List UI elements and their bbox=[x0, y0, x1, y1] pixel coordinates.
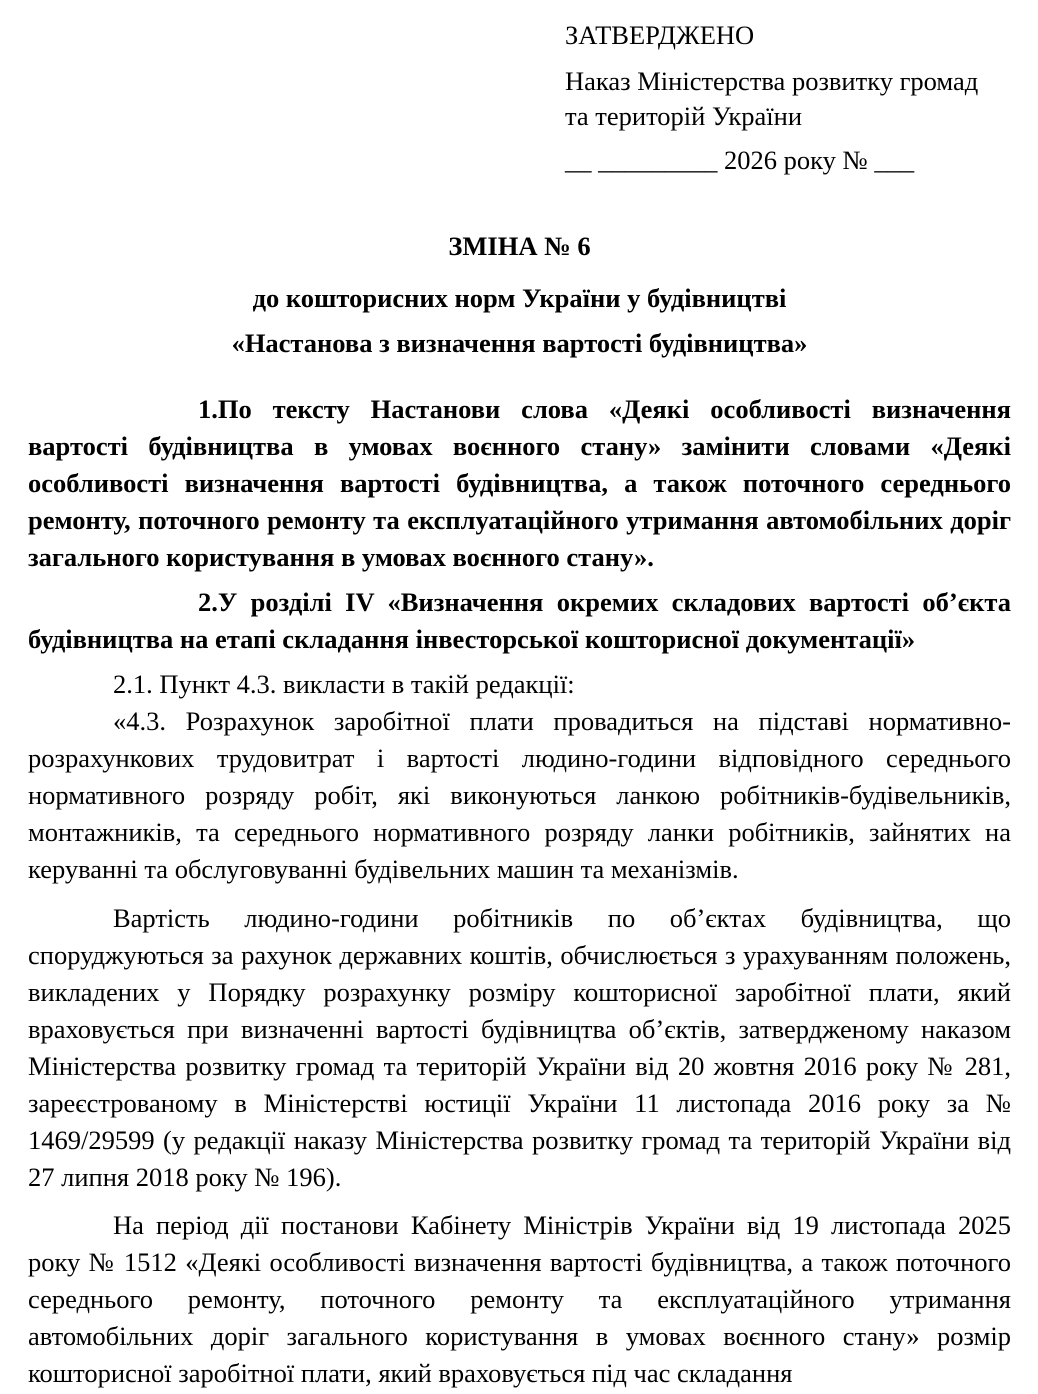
item-2-number: 2. bbox=[198, 587, 218, 617]
document-body bbox=[28, 391, 1011, 1392]
subsection-paragraph-1: «4.3. Розрахунок заробітної плати провадиться на підставі нормативно-розрахункових трудовитрат і вартості людино-години відповідного середнього нормативного розряду робіт, які виконуються ланкою робітників-будівельників, монтажників, та середнього нормативного розряду ланки робітників, зайнятих на керуванні та обслуговуванні будівельних машин та механізмів. bbox=[28, 706, 1011, 884]
document-name: «Настанова з визначення вартості будівництва» bbox=[231, 328, 808, 358]
approval-block bbox=[565, 18, 1011, 178]
item-1 bbox=[28, 391, 1011, 576]
subsection-paragraph-3: На період дії постанови Кабінету Міністрів України від 19 листопада 2025 року № 1512 «Деякі особливості визначення вартості будівництва, а також поточного середнього ремонту, поточного ремонту та експлуатаційного утримання автомобільних доріг загального користування в умовах воєнного стану» розмір кошторисної заробітної плати, який враховується під час складання bbox=[28, 1210, 1011, 1388]
item-2-text: У розділі IV «Визначення окремих складових вартості об’єкта будівництва на етапі складання інвесторської кошторисної документації» bbox=[28, 587, 1011, 654]
approval-order-line-1: Наказ Міністерства розвитку громад bbox=[565, 66, 979, 96]
approval-date-line: __ _________ 2026 року № ___ bbox=[565, 145, 915, 175]
approval-title: ЗАТВЕРДЖЕНО bbox=[565, 20, 755, 50]
item-1-text: По тексту Настанови слова «Деякі особливості визначення вартості будівництва в умовах воєнного стану» замінити словами «Деякі особливості визначення вартості будівництва, а також поточного середнього ремонту, поточного ремонту та експлуатаційного утримання автомобільних доріг загального користування в умовах воєнного стану». bbox=[28, 394, 1011, 572]
subsection-paragraph-2: Вартість людино-години робітників по об’єктах будівництва, що споруджуються за рахунок державних коштів, обчислюється з урахуванням положень, викладених у Порядку розрахунку розміру кошторисної заробітної плати, який враховується при визначенні вартості будівництва об’єктів, затвердженому наказом Міністерства розвитку громад та територій України від 20 жовтня 2016 року № 281, зареєстрованому в Міністерстві юстиції України 11 листопада 2016 року за № 1469/29599 (у редакції наказу Міністерства розвитку громад та територій України від 27 липня 2018 року № 196). bbox=[28, 903, 1011, 1192]
document-page bbox=[28, 0, 1011, 1394]
amendment-subtitle: до кошторисних норм України у будівництві bbox=[252, 283, 787, 313]
amendment-title: ЗМІНА № 6 bbox=[448, 231, 591, 261]
subsection-intro: 2.1. Пункт 4.3. викласти в такій редакції: bbox=[113, 669, 575, 699]
approval-order-line-2: та територій України bbox=[565, 101, 803, 131]
item-2 bbox=[28, 584, 1011, 658]
item-1-number: 1. bbox=[198, 394, 218, 424]
